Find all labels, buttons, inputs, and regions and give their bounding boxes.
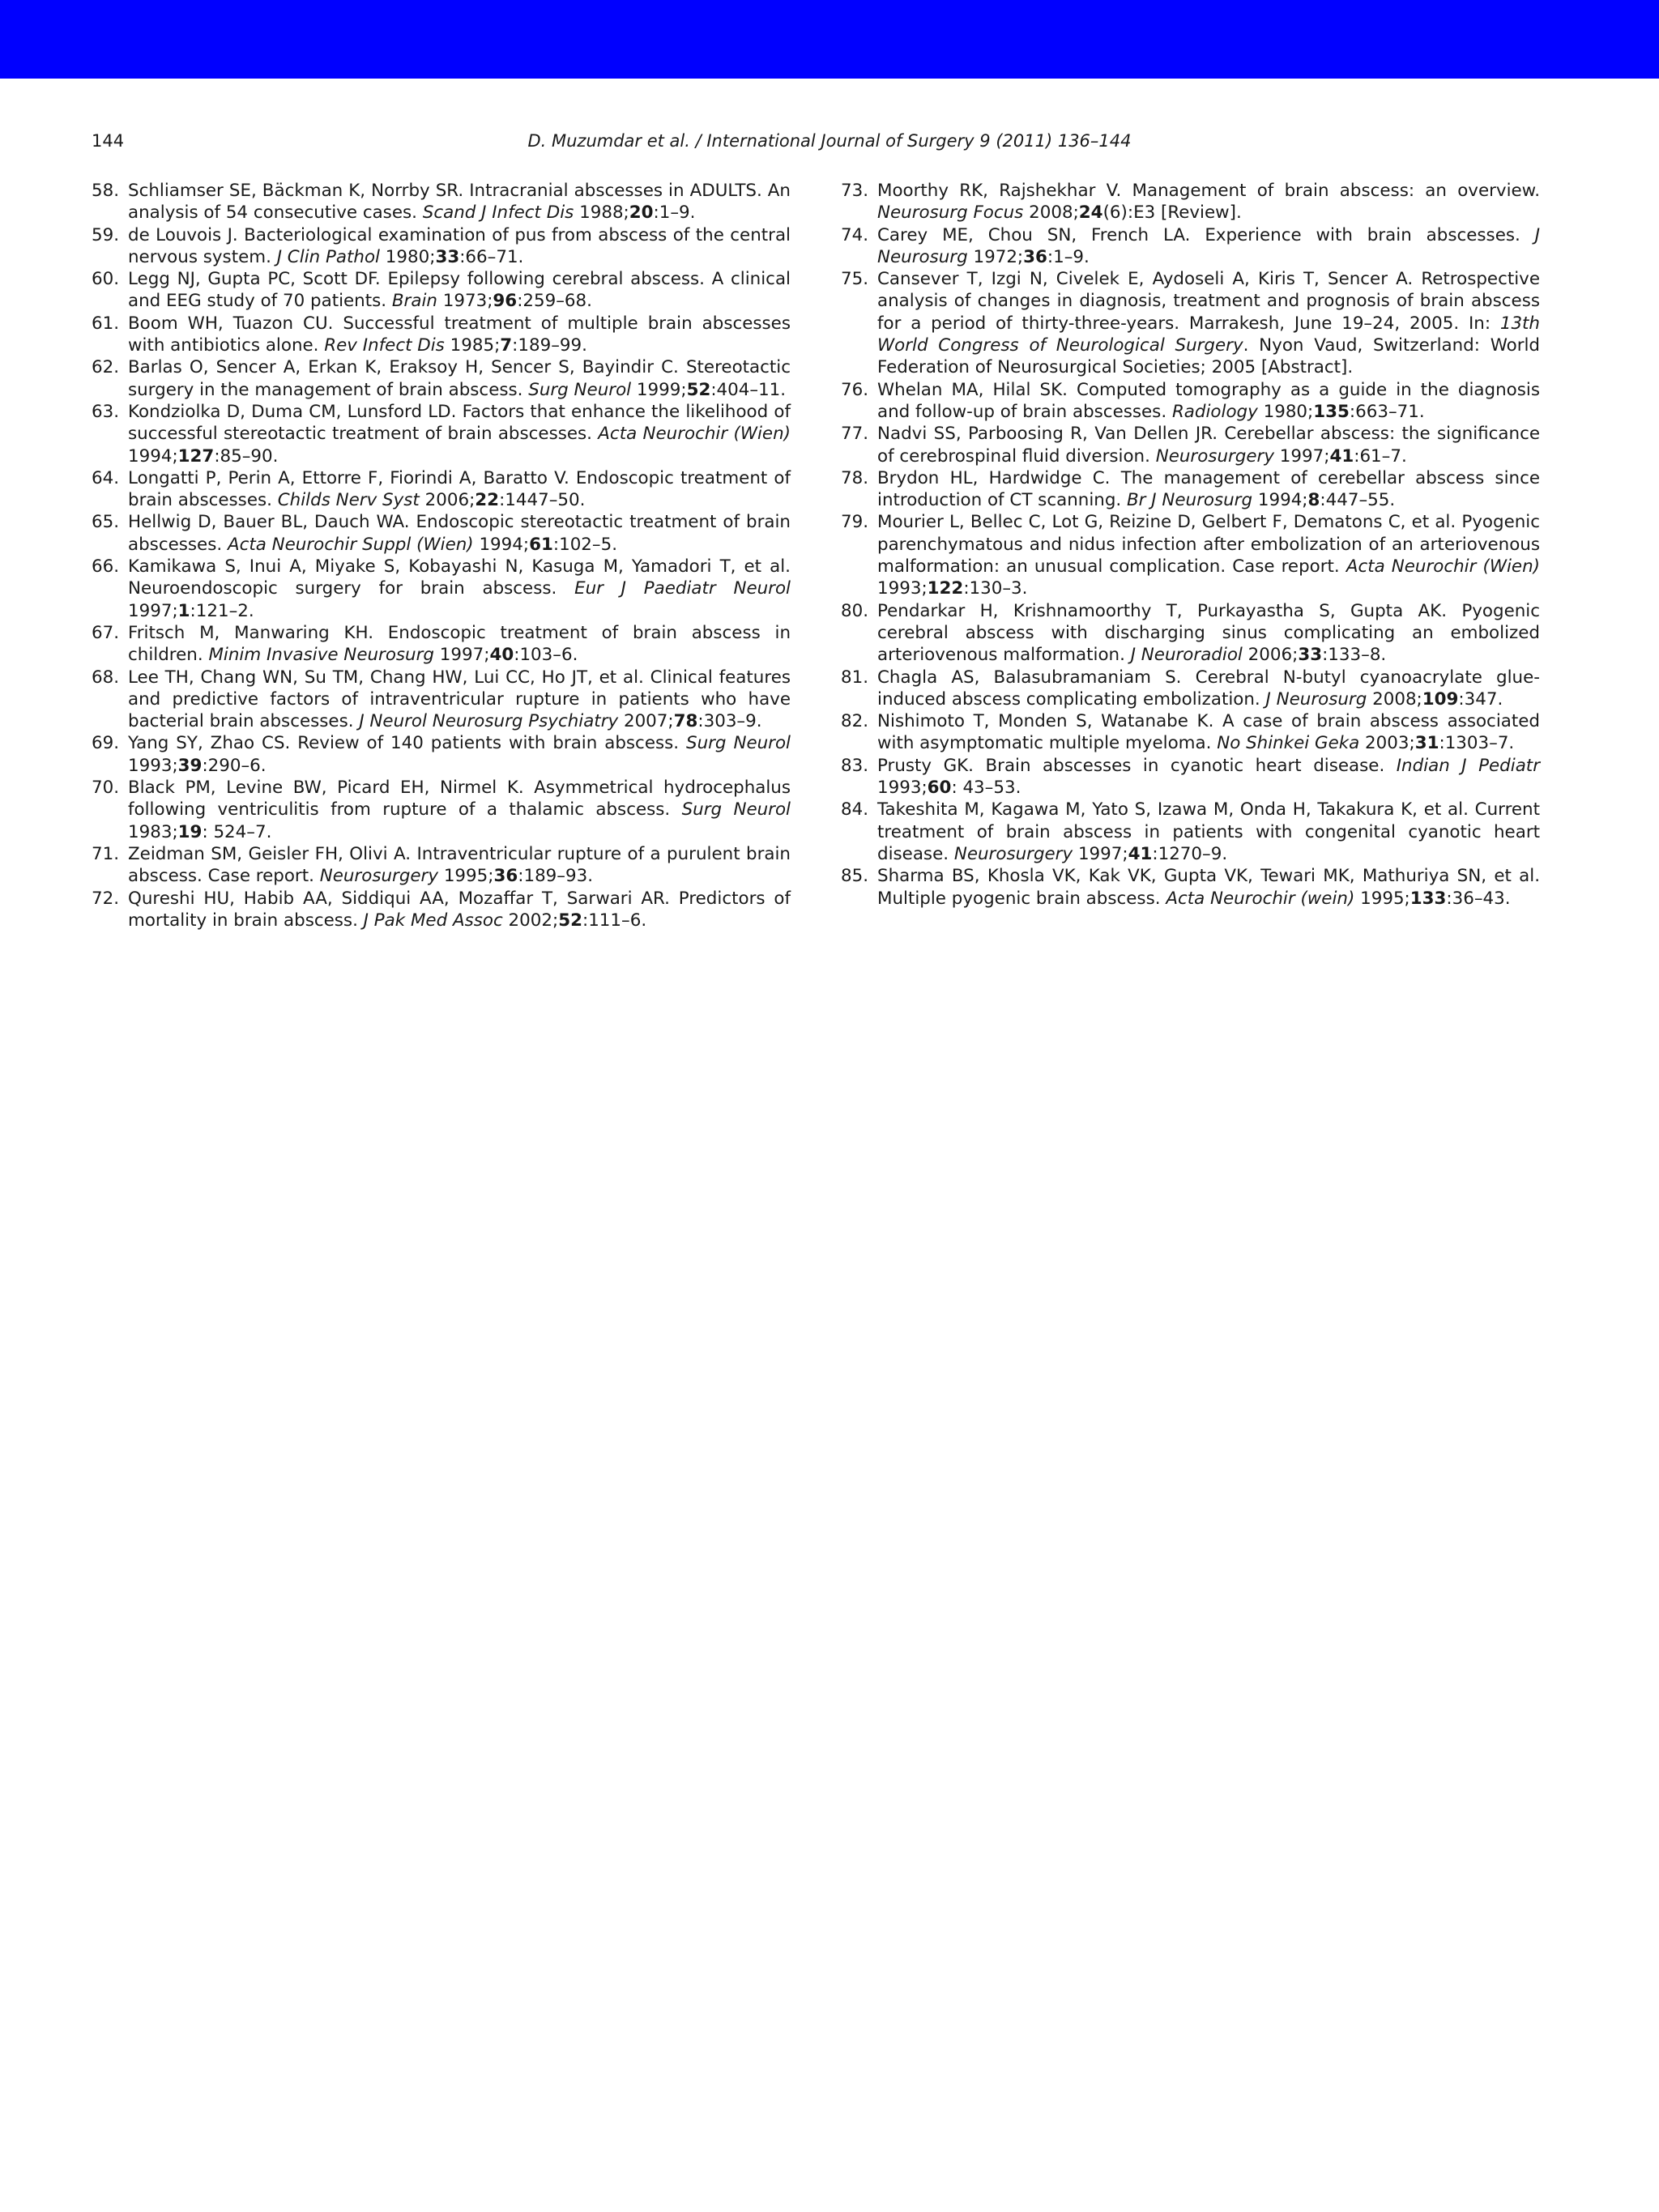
reference-segment: 2008; [1367, 688, 1422, 710]
volume-number: 96 [493, 291, 518, 312]
reference-segment: Chagla AS, Balasubramaniam S. Cerebral N-butyl cyanoacrylate glue-induced abscess complicating embolization. [877, 667, 1540, 710]
reference-text [128, 181, 791, 223]
reference-segment: Zeidman SM, Geisler FH, Olivi A. Intraventricular rupture of a purulent brain abscess. Case report. [128, 843, 791, 887]
reference-segment: 1980; [1257, 401, 1314, 422]
reference-number: 60. [92, 269, 120, 290]
reference-segment: Nishimoto T, Monden S, Watanabe K. A case of brain abscess associated with asymptomatic multiple myeloma. [877, 711, 1540, 754]
reference-segment: Kamikawa S, Inui A, Miyake S, Kobayashi N, Kasuga M, Yamadori T, et al. Neuroendoscopic surgery for brain abscess. [128, 556, 791, 599]
reference-segment: 1997; [128, 600, 178, 621]
reference-segment: Prusty GK. Brain abscesses in cyanotic heart disease. [877, 755, 1397, 776]
journal-title: No Shinkei Geka [1217, 733, 1360, 754]
reference-segment: :404–11. [710, 379, 787, 400]
reference-segment: :61–7. [1354, 445, 1407, 467]
reference-segment: :1270–9. [1152, 843, 1228, 864]
reference-item [92, 224, 791, 269]
reference-segment: :121–2. [190, 600, 254, 621]
reference-item [92, 356, 791, 401]
journal-title: Surg Neurol [528, 379, 632, 400]
reference-number: 65. [92, 512, 120, 533]
reference-segment: Carey ME, Chou SN, French LA. Experience with brain abscesses. [877, 224, 1535, 245]
reference-text [128, 269, 791, 311]
reference-segment: :290–6. [202, 755, 267, 776]
volume-number: 127 [177, 445, 215, 467]
reference-segment: 2006; [1242, 645, 1299, 666]
volume-number: 19 [177, 821, 203, 842]
reference-segment: 2003; [1359, 733, 1415, 754]
reference-segment: :103–6. [514, 645, 578, 666]
reference-item [92, 268, 791, 313]
reference-text [128, 512, 791, 554]
journal-title: Br J Neurosurg [1127, 490, 1253, 511]
reference-number: 69. [92, 733, 120, 754]
volume-number: 41 [1329, 445, 1354, 467]
reference-segment: 1993; [877, 578, 928, 599]
journal-title: J Pak Med Assoc [363, 910, 503, 931]
reference-segment: . Nyon Vaud, Switzerland: World Federation of Neurosurgical Societies; 2005 [Abstract]. [877, 335, 1541, 378]
reference-item [92, 888, 791, 932]
reference-number: 74. [841, 224, 869, 245]
reference-item [92, 843, 791, 888]
volume-number: 8 [1307, 490, 1320, 511]
reference-segment: 1993; [877, 778, 928, 799]
reference-number: 83. [841, 755, 869, 776]
references-left-column [92, 180, 791, 931]
reference-number: 59. [92, 224, 120, 245]
reference-item [841, 379, 1540, 424]
reference-text [877, 756, 1540, 798]
reference-number: 79. [841, 512, 869, 533]
journal-title: Acta Neurochir Suppl (Wien) [227, 534, 474, 555]
reference-segment: :259–68. [517, 291, 592, 312]
reference-segment: :303–9. [697, 711, 762, 732]
volume-number: 40 [489, 645, 514, 666]
reference-text [128, 556, 791, 621]
reference-item [841, 224, 1540, 269]
reference-item [841, 423, 1540, 467]
volume-number: 36 [493, 866, 518, 887]
reference-segment: :189–93. [518, 866, 593, 887]
reference-text [877, 601, 1540, 666]
reference-segment: :189–99. [512, 335, 587, 356]
running-head: D. Muzumdar et al. / International Journal of Surgery 9 (2011) 136–144 [527, 131, 1132, 151]
reference-segment: 1985; [444, 335, 501, 356]
reference-item [92, 313, 791, 357]
reference-segment: :36–43. [1446, 888, 1511, 909]
reference-number: 80. [841, 600, 869, 621]
journal-title: Radiology [1171, 401, 1258, 422]
reference-segment: 1995; [438, 866, 494, 887]
volume-number: 52 [558, 910, 582, 931]
journal-title: J Neurosurg [1265, 688, 1367, 710]
reference-text [877, 225, 1540, 267]
reference-number: 71. [92, 843, 120, 864]
reference-segment: Moorthy RK, Rajshekhar V. Management of brain abscess: an overview. [877, 181, 1540, 201]
reference-number: 84. [841, 799, 869, 820]
journal-title: Rev Infect Dis [324, 335, 445, 356]
reference-segment: 1994; [1252, 490, 1308, 511]
reference-segment: :66–71. [459, 246, 524, 267]
volume-number: 1 [177, 600, 190, 621]
reference-item [92, 180, 791, 224]
reference-item [92, 556, 791, 622]
reference-text [128, 357, 791, 399]
reference-segment: :347. [1458, 688, 1503, 710]
reference-text [877, 181, 1540, 223]
reference-item [841, 600, 1540, 667]
reference-segment: 1997; [434, 645, 490, 666]
reference-segment: Longatti P, Perin A, Ettorre F, Fiorindi A, Baratto V. Endoscopic treatment of brain abscesses. [128, 467, 791, 511]
reference-segment: :1303–7. [1439, 733, 1515, 754]
journal-title: Indian J Pediatr [1396, 755, 1540, 776]
journal-title: J Neurol Neurosurg Psychiatry [359, 711, 619, 732]
reference-segment: Yang SY, Zhao CS. Review of 140 patients with brain abscess. [128, 733, 686, 754]
reference-number: 85. [841, 866, 869, 887]
reference-item [92, 511, 791, 556]
page-number: 144 [92, 131, 125, 151]
reference-segment: 1973; [437, 291, 493, 312]
reference-segment: :1–9. [1047, 246, 1090, 267]
journal-title: Brain [391, 291, 437, 312]
reference-segment: Fritsch M, Manwaring KH. Endoscopic treatment of brain abscess in children. [128, 622, 791, 666]
reference-segment: :111–6. [582, 910, 647, 931]
reference-segment: 1997; [1274, 445, 1330, 467]
reference-text [877, 269, 1540, 377]
reference-text [877, 711, 1540, 753]
reference-number: 64. [92, 467, 120, 488]
reference-segment: 2006; [419, 490, 476, 511]
journal-title: Acta Neurochir (wein) [1166, 888, 1355, 909]
reference-segment: :447–55. [1320, 490, 1396, 511]
reference-text [128, 313, 791, 356]
journal-title: J Clin Pathol [276, 246, 380, 267]
reference-item [841, 511, 1540, 599]
reference-segment: 1993; [128, 755, 178, 776]
volume-number: 36 [1023, 246, 1047, 267]
journal-title: Minim Invasive Neurosurg [208, 645, 434, 666]
volume-number: 24 [1078, 202, 1103, 224]
reference-segment: : 43–53. [951, 778, 1021, 799]
reference-segment: Boom WH, Tuazon CU. Successful treatment of multiple brain abscesses with antibiotics alone. [128, 313, 791, 356]
reference-segment: Qureshi HU, Habib AA, Siddiqui AA, Mozaffar T, Sarwari AR. Predictors of mortality in brain abscess. [128, 888, 791, 931]
reference-item [92, 467, 791, 512]
reference-segment: 1994; [473, 534, 530, 555]
reference-text [877, 866, 1540, 908]
reference-text [128, 889, 791, 931]
reference-segment: Kondziolka D, Duma CM, Lunsford LD. Factors that enhance the likelihood of successful stereotactic treatment of brain abscesses. [128, 401, 791, 445]
reference-text [128, 468, 791, 510]
reference-segment: Hellwig D, Bauer BL, Dauch WA. Endoscopic stereotactic treatment of brain abscesses. [128, 512, 791, 555]
reference-number: 62. [92, 357, 120, 378]
journal-title: J Neurosurg [877, 224, 1540, 267]
reference-segment: :663–71. [1349, 401, 1425, 422]
reference-segment: 1997; [1073, 843, 1128, 864]
reference-item [841, 865, 1540, 910]
reference-number: 66. [92, 556, 120, 578]
reference-segment: Sharma BS, Khosla VK, Kak VK, Gupta VK, Tewari MK, Mathuriya SN, et al. Multiple pyogenic brain abscess. [877, 866, 1540, 909]
volume-number: 122 [927, 578, 964, 599]
journal-title: Acta Neurochir (Wien) [1346, 556, 1540, 578]
reference-text [877, 667, 1540, 710]
reference-number: 63. [92, 401, 120, 422]
reference-segment: :1447–50. [499, 490, 586, 511]
reference-segment: : 524–7. [202, 821, 272, 842]
reference-segment: 1999; [631, 379, 687, 400]
reference-segment: Barlas O, Sencer A, Erkan K, Eraksoy H, Sencer S, Bayindir C. Stereotactic surgery in the management of brain abscess. [128, 357, 791, 400]
reference-segment: Lee TH, Chang WN, Su TM, Chang HW, Lui CC, Ho JT, et al. Clinical features and predictive factors of intraventricular rupture in patients who have bacterial brain abscesses. [128, 667, 791, 732]
volume-number: 109 [1422, 688, 1459, 710]
reference-number: 70. [92, 778, 120, 799]
reference-item [92, 401, 791, 467]
top-color-bar [0, 0, 1659, 79]
volume-number: 22 [475, 490, 500, 511]
reference-segment: :133–8. [1322, 645, 1387, 666]
reference-text [128, 844, 791, 886]
journal-title: Neurosurgery [1155, 445, 1274, 467]
reference-segment: 2002; [502, 910, 559, 931]
reference-segment: Whelan MA, Hilal SK. Computed tomography as a guide in the diagnosis and follow-up of brain abscesses. [877, 379, 1540, 422]
reference-segment: Mourier L, Bellec C, Lot G, Reizine D, Gelbert F, Dematons C, et al. Pyogenic parenchymatous and nidus infection after embolization of an arteriovenous malformation: an unusual complication. Case report. [877, 512, 1540, 578]
reference-item [841, 755, 1540, 799]
volume-number: 60 [927, 778, 952, 799]
reference-item [841, 268, 1540, 378]
reference-item [92, 732, 791, 777]
reference-segment: 1980; [379, 246, 436, 267]
volume-number: 61 [529, 534, 553, 555]
reference-segment: :85–90. [214, 445, 279, 467]
reference-text [128, 667, 791, 732]
reference-text [128, 623, 791, 665]
reference-number: 72. [92, 888, 120, 909]
reference-number: 76. [841, 379, 869, 400]
journal-title: Eur J Paediatr Neurol [574, 578, 791, 599]
reference-segment: Schliamser SE, Bäckman K, Norrby SR. Intracranial abscesses in ADULTS. An analysis of 54 consecutive cases. [128, 181, 791, 224]
reference-segment: 1994; [128, 445, 178, 467]
journal-title: Neurosurgery [953, 843, 1073, 864]
volume-number: 33 [435, 246, 460, 267]
reference-number: 68. [92, 667, 120, 688]
volume-number: 41 [1128, 843, 1153, 864]
reference-number: 75. [841, 269, 869, 290]
reference-segment: 1988; [574, 202, 629, 224]
reference-segment: :102–5. [552, 534, 618, 555]
reference-segment: Black PM, Levine BW, Picard EH, Nirmel K. Asymmetrical hydrocephalus following ventriculitis from rupture of a thalamic abscess. [128, 778, 791, 820]
reference-text [128, 733, 791, 775]
volume-number: 52 [686, 379, 711, 400]
references-right-column [841, 180, 1540, 910]
reference-item [841, 180, 1540, 224]
reference-segment: Nadvi SS, Parboosing R, Van Dellen JR. Cerebellar abscess: the significance of cerebrospinal fluid diversion. [877, 424, 1540, 467]
reference-item [92, 777, 791, 843]
reference-segment: Legg NJ, Gupta PC, Scott DF. Epilepsy following cerebral abscess. A clinical and EEG study of 70 patients. [128, 269, 791, 312]
reference-item [92, 622, 791, 667]
journal-title: Neurosurgery [319, 866, 439, 887]
reference-segment: Takeshita M, Kagawa M, Yato S, Izawa M, Onda H, Takakura K, et al. Current treatment of brain abscess in patients with congenital cyanotic heart disease. [877, 799, 1540, 864]
reference-segment: 2007; [618, 711, 674, 732]
reference-number: 58. [92, 181, 120, 201]
reference-number: 78. [841, 467, 869, 488]
reference-segment: 2008; [1023, 202, 1079, 224]
reference-text [877, 380, 1540, 422]
volume-number: 7 [500, 335, 513, 356]
reference-segment: 1995; [1354, 888, 1410, 909]
reference-number: 67. [92, 622, 120, 643]
reference-segment: de Louvois J. Bacteriological examination of pus from abscess of the central nervous system. [128, 224, 791, 267]
volume-number: 31 [1414, 733, 1439, 754]
reference-segment: :130–3. [963, 578, 1028, 599]
reference-text [128, 402, 791, 467]
journal-title: Neurosurg Focus [877, 202, 1024, 224]
volume-number: 33 [1298, 645, 1323, 666]
reference-item [841, 710, 1540, 755]
reference-segment: 1972; [967, 246, 1024, 267]
volume-number: 78 [673, 711, 698, 732]
reference-number: 77. [841, 424, 869, 445]
journal-title: Scand J Infect Dis [422, 202, 574, 224]
journal-title: Childs Nerv Syst [277, 490, 420, 511]
reference-number: 81. [841, 667, 869, 688]
reference-text [877, 424, 1540, 466]
reference-text [877, 799, 1540, 864]
volume-number: 135 [1313, 401, 1350, 422]
journal-title: Surg Neurol [681, 799, 791, 820]
reference-number: 73. [841, 181, 869, 201]
reference-item [92, 667, 791, 733]
reference-number: 82. [841, 711, 869, 732]
reference-number: 61. [92, 313, 120, 334]
reference-text [877, 468, 1540, 510]
reference-item [841, 667, 1540, 711]
reference-item [841, 799, 1540, 865]
reference-segment: (6):E3 [Review]. [1102, 202, 1242, 224]
volume-number: 39 [177, 755, 203, 776]
reference-segment: Cansever T, Izgi N, Civelek E, Aydoseli A, Kiris T, Sencer A. Retrospective analysis of changes in diagnosis, treatment and prognosis of brain abscess for a period of thirty-three-years. Marrakesh, June 19–24, 2005. In: [877, 269, 1540, 334]
journal-title: J Neuroradiol [1130, 645, 1243, 666]
reference-text [128, 225, 791, 267]
reference-segment: :1–9. [653, 202, 696, 224]
journal-title: 13th World Congress of Neurological Surgery [877, 313, 1540, 356]
reference-text [877, 512, 1540, 599]
volume-number: 133 [1410, 888, 1447, 909]
volume-number: 20 [629, 202, 654, 224]
reference-segment: Pendarkar H, Krishnamoorthy T, Purkayastha S, Gupta AK. Pyogenic cerebral abscess with discharging sinus complicating an embolized arteriovenous malformation. [877, 600, 1540, 666]
journal-title: Surg Neurol [686, 733, 791, 754]
journal-title: Acta Neurochir (Wien) [598, 424, 791, 445]
reference-item [841, 467, 1540, 512]
reference-segment: Brydon HL, Hardwidge C. The management of cerebellar abscess since introduction of CT scanning. [877, 467, 1540, 511]
reference-text [128, 778, 791, 842]
reference-segment: 1983; [128, 821, 178, 842]
